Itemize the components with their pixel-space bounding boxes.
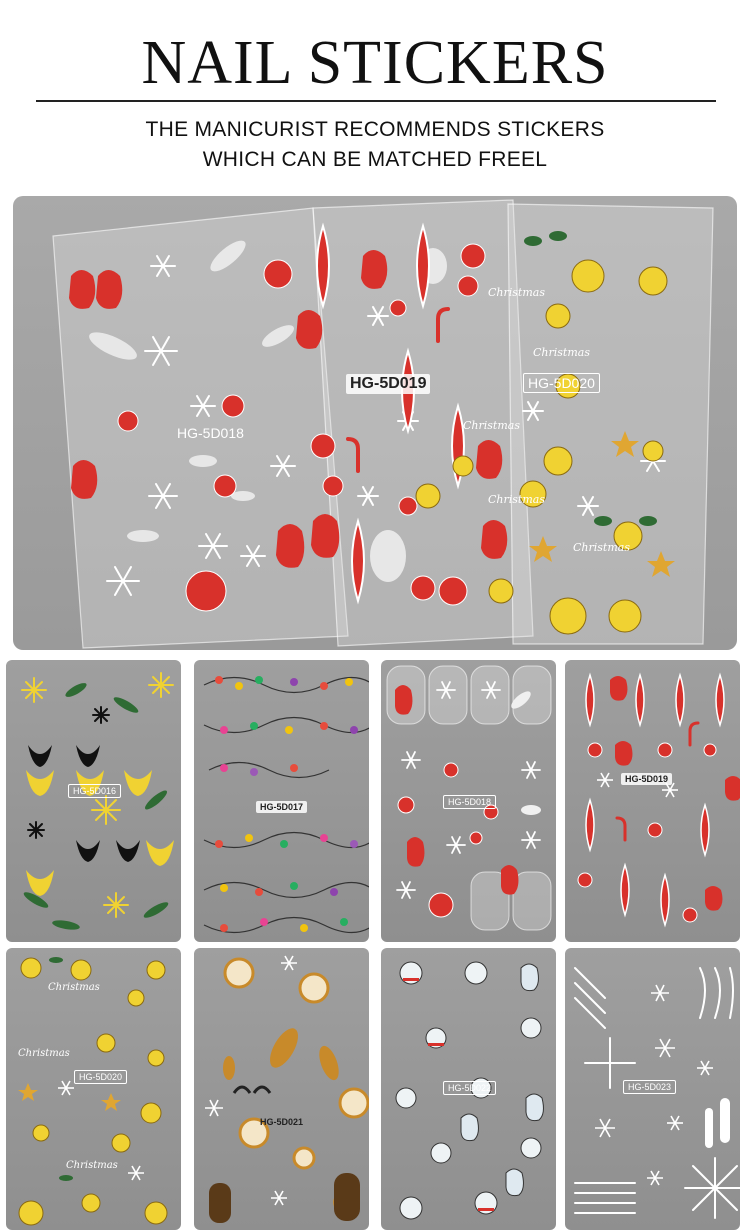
sticker-tile-5d016 xyxy=(6,660,181,942)
subtitle-line-1: THE MANICURIST RECOMMENDS STICKERS xyxy=(145,118,605,141)
christmas-script-sticker: Christmas xyxy=(488,286,545,299)
sticker-tile-5d021 xyxy=(194,948,369,1230)
christmas-script-sticker: Christmas xyxy=(488,493,545,506)
sticker-art xyxy=(6,660,181,942)
sticker-tile-5d018 xyxy=(381,660,556,942)
sticker-tile-5d017 xyxy=(194,660,369,942)
sheet-code-label: HG-5D018 xyxy=(177,425,244,441)
tile-code-label: HG-5D016 xyxy=(68,784,121,798)
sticker-art xyxy=(194,948,369,1230)
tile-code-label: HG-5D017 xyxy=(256,801,307,813)
sticker-tile-5d023 xyxy=(565,948,740,1230)
tile-code-label: HG-5D022 xyxy=(443,1081,496,1095)
page-title: NAIL STICKERS xyxy=(141,29,609,97)
tile-code-label: HG-5D018 xyxy=(443,795,496,809)
tile-code-label: HG-5D021 xyxy=(260,1117,304,1127)
hero-sticker-art xyxy=(13,196,737,650)
christmas-script-sticker: Christmas xyxy=(18,1048,70,1059)
christmas-script-sticker: Christmas xyxy=(48,982,100,993)
christmas-script-sticker: Christmas xyxy=(573,541,630,554)
subtitle-line-2: WHICH CAN BE MATCHED FREEL xyxy=(202,148,548,171)
tile-code-label: HG-5D023 xyxy=(623,1080,676,1094)
christmas-script-sticker: Christmas xyxy=(463,419,520,432)
christmas-script-sticker: Christmas xyxy=(66,1160,118,1171)
sheet-code-label: HG-5D020 xyxy=(523,373,600,393)
sticker-tile-5d022 xyxy=(381,948,556,1230)
christmas-script-sticker: Christmas xyxy=(533,346,590,359)
sticker-tile-5d019 xyxy=(565,660,740,942)
sheet-code-label: HG-5D019 xyxy=(346,374,430,394)
tile-code-label: HG-5D020 xyxy=(74,1070,127,1084)
sticker-tile-5d020 xyxy=(6,948,181,1230)
title-divider xyxy=(36,100,716,102)
hero-photo xyxy=(13,196,737,650)
tile-code-label: HG-5D019 xyxy=(621,773,672,785)
sticker-art xyxy=(565,660,740,942)
